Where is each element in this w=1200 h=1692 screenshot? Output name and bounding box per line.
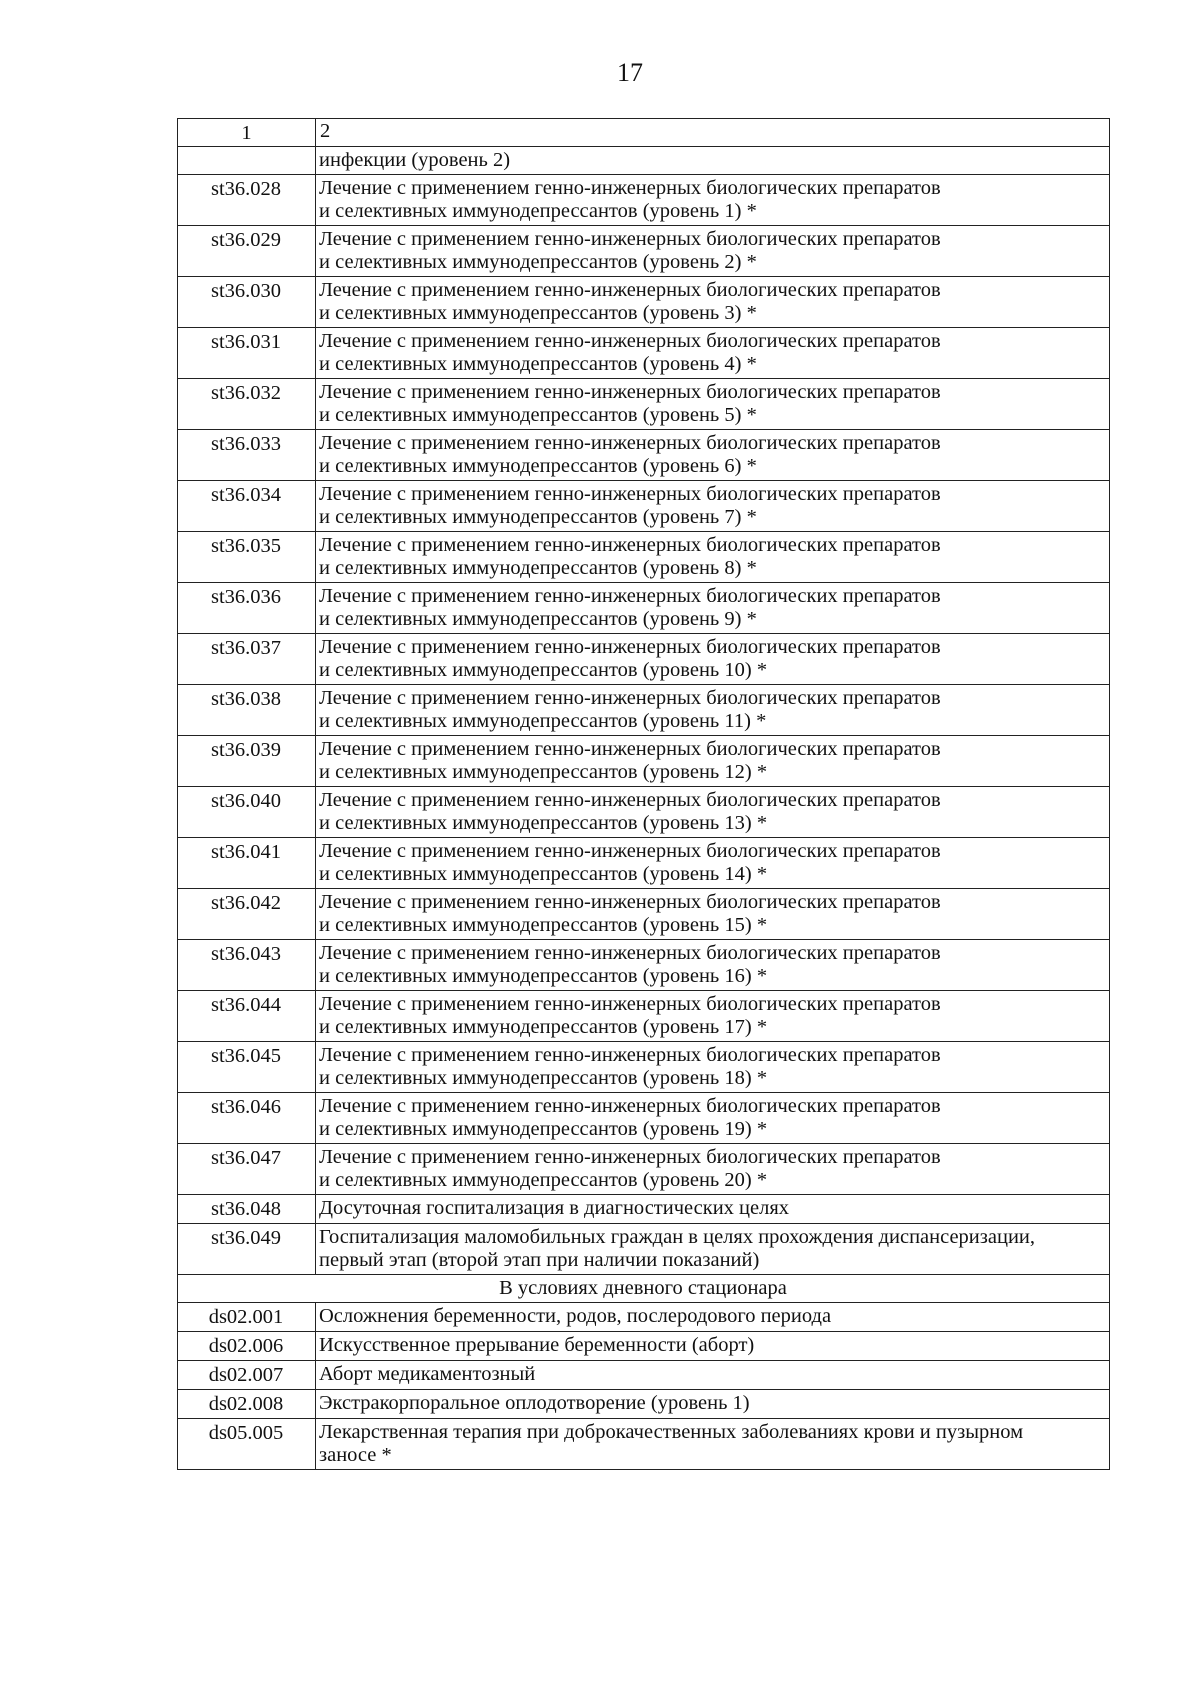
table-header-row — [178, 119, 1110, 147]
row-code: st36.043 — [178, 940, 316, 991]
row-code: st36.048 — [178, 1195, 316, 1224]
row-code: st36.037 — [178, 634, 316, 685]
description-line: и селективных иммунодепрессантов (уровень 13) * — [319, 812, 768, 834]
table-row — [178, 175, 1110, 226]
header-col-1: 1 — [178, 119, 316, 147]
description-line: Лечение с применением генно-инженерных биологических препаратов — [319, 534, 941, 556]
description-line: и селективных иммунодепрессантов (уровень 17) * — [319, 1016, 768, 1038]
row-description: Искусственное прерывание беременности (аборт) — [316, 1332, 1110, 1361]
row-description: Аборт медикаментозный — [316, 1361, 1110, 1390]
row-code: st36.030 — [178, 277, 316, 328]
row-description: Экстракорпоральное оплодотворение (уровень 1) — [316, 1390, 1110, 1419]
description-line: и селективных иммунодепрессантов (уровень 4) * — [319, 353, 757, 375]
table-row — [178, 328, 1110, 379]
row-description: инфекции (уровень 2) — [316, 147, 1110, 175]
row-code: st36.039 — [178, 736, 316, 787]
description-line: и селективных иммунодепрессантов (уровень 15) * — [319, 914, 768, 936]
table-row — [178, 1224, 1110, 1275]
row-code: st36.031 — [178, 328, 316, 379]
description-line: Лечение с применением генно-инженерных биологических препаратов — [319, 330, 941, 352]
description-line: Лечение с применением генно-инженерных биологических препаратов — [319, 483, 941, 505]
table-row — [178, 226, 1110, 277]
row-code: st36.044 — [178, 991, 316, 1042]
description-line: и селективных иммунодепрессантов (уровень 11) * — [319, 710, 767, 732]
row-code: st36.038 — [178, 685, 316, 736]
row-code: st36.046 — [178, 1093, 316, 1144]
description-line: Лечение с применением генно-инженерных биологических препаратов — [319, 891, 941, 913]
table-row — [178, 685, 1110, 736]
header-col-2: 2 — [316, 119, 1110, 147]
classification-table — [177, 118, 1110, 1470]
description-line: первый этап (второй этап при наличии показаний) — [319, 1249, 760, 1271]
description-line: и селективных иммунодепрессантов (уровень 19) * — [319, 1118, 768, 1140]
row-code: st36.045 — [178, 1042, 316, 1093]
table-row — [178, 1419, 1110, 1470]
row-code: st36.033 — [178, 430, 316, 481]
description-line: Лечение с применением генно-инженерных биологических препаратов — [319, 942, 941, 964]
row-description — [316, 379, 1110, 430]
table-row — [178, 991, 1110, 1042]
row-description — [316, 1419, 1110, 1470]
row-code: ds02.006 — [178, 1332, 316, 1361]
row-description: Досуточная госпитализация в диагностических целях — [316, 1195, 1110, 1224]
description-line: Лечение с применением генно-инженерных биологических препаратов — [319, 585, 941, 607]
table-row — [178, 277, 1110, 328]
row-description — [316, 226, 1110, 277]
description-line: и селективных иммунодепрессантов (уровень 10) * — [319, 659, 768, 681]
table-row — [178, 481, 1110, 532]
table-row — [178, 379, 1110, 430]
row-code: ds05.005 — [178, 1419, 316, 1470]
description-line: и селективных иммунодепрессантов (уровень 18) * — [319, 1067, 768, 1089]
row-description — [316, 328, 1110, 379]
row-description — [316, 736, 1110, 787]
row-code: st36.042 — [178, 889, 316, 940]
description-line: и селективных иммунодепрессантов (уровень 12) * — [319, 761, 768, 783]
description-line: Лечение с применением генно-инженерных биологических препаратов — [319, 1146, 941, 1168]
row-description — [316, 787, 1110, 838]
table-row — [178, 838, 1110, 889]
description-line: Лечение с применением генно-инженерных биологических препаратов — [319, 1044, 941, 1066]
table-row — [178, 1093, 1110, 1144]
row-description — [316, 685, 1110, 736]
description-line: и селективных иммунодепрессантов (уровень 16) * — [319, 965, 768, 987]
description-line: и селективных иммунодепрессантов (уровень 2) * — [319, 251, 757, 273]
row-code: ds02.007 — [178, 1361, 316, 1390]
description-line: и селективных иммунодепрессантов (уровень 6) * — [319, 455, 757, 477]
row-description — [316, 1224, 1110, 1275]
section-title: В условиях дневного стационара — [178, 1275, 1110, 1303]
description-line: Лечение с применением генно-инженерных биологических препаратов — [319, 432, 941, 454]
row-description — [316, 1093, 1110, 1144]
table-row — [178, 1195, 1110, 1224]
description-line: Госпитализация маломобильных граждан в целях прохождения диспансеризации, — [319, 1226, 1036, 1248]
description-line: Лечение с применением генно-инженерных биологических препаратов — [319, 687, 941, 709]
description-line: Лечение с применением генно-инженерных биологических препаратов — [319, 789, 941, 811]
table-row — [178, 1144, 1110, 1195]
table-row — [178, 583, 1110, 634]
table-row — [178, 1042, 1110, 1093]
row-description — [316, 991, 1110, 1042]
description-line: Лечение с применением генно-инженерных биологических препаратов — [319, 636, 941, 658]
row-description — [316, 1042, 1110, 1093]
row-description: Осложнения беременности, родов, послеродового периода — [316, 1303, 1110, 1332]
row-code: st36.041 — [178, 838, 316, 889]
description-line: и селективных иммунодепрессантов (уровень 1) * — [319, 200, 757, 222]
description-line: Лечение с применением генно-инженерных биологических препаратов — [319, 1095, 941, 1117]
row-description — [316, 838, 1110, 889]
description-line: и селективных иммунодепрессантов (уровень 20) * — [319, 1169, 768, 1191]
row-description — [316, 175, 1110, 226]
section-row — [178, 1275, 1110, 1303]
page-number: 17 — [617, 58, 643, 87]
description-line: Лечение с применением генно-инженерных биологических препаратов — [319, 228, 941, 250]
table-row — [178, 889, 1110, 940]
table-row — [178, 1303, 1110, 1332]
table-row — [178, 430, 1110, 481]
row-description — [316, 430, 1110, 481]
description-line: и селективных иммунодепрессантов (уровень 8) * — [319, 557, 757, 579]
description-line: и селективных иммунодепрессантов (уровень 3) * — [319, 302, 757, 324]
description-line: Лечение с применением генно-инженерных биологических препаратов — [319, 177, 941, 199]
row-code: st36.049 — [178, 1224, 316, 1275]
table-row — [178, 1361, 1110, 1390]
table-row — [178, 532, 1110, 583]
row-description — [316, 277, 1110, 328]
row-code: ds02.008 — [178, 1390, 316, 1419]
row-description — [316, 1144, 1110, 1195]
row-code: st36.029 — [178, 226, 316, 277]
row-code: ds02.001 — [178, 1303, 316, 1332]
description-line: Лечение с применением генно-инженерных биологических препаратов — [319, 738, 941, 760]
row-code: st36.028 — [178, 175, 316, 226]
row-code: st36.047 — [178, 1144, 316, 1195]
table-row — [178, 787, 1110, 838]
description-line: заносе * — [319, 1444, 392, 1466]
table-row — [178, 147, 1110, 175]
row-description — [316, 940, 1110, 991]
description-line: Лекарственная терапия при доброкачественных заболеваниях крови и пузырном — [319, 1421, 1024, 1443]
row-description — [316, 532, 1110, 583]
row-description — [316, 583, 1110, 634]
row-code: st36.034 — [178, 481, 316, 532]
row-code: st36.040 — [178, 787, 316, 838]
row-description — [316, 481, 1110, 532]
row-code — [178, 147, 316, 175]
table-row — [178, 634, 1110, 685]
row-description — [316, 889, 1110, 940]
row-code: st36.035 — [178, 532, 316, 583]
description-line: и селективных иммунодепрессантов (уровень 14) * — [319, 863, 768, 885]
table-row — [178, 736, 1110, 787]
row-description — [316, 634, 1110, 685]
description-line: и селективных иммунодепрессантов (уровень 5) * — [319, 404, 757, 426]
description-line: и селективных иммунодепрессантов (уровень 7) * — [319, 506, 757, 528]
description-line: Лечение с применением генно-инженерных биологических препаратов — [319, 993, 941, 1015]
table-row — [178, 1332, 1110, 1361]
row-code: st36.036 — [178, 583, 316, 634]
table-row — [178, 1390, 1110, 1419]
row-code: st36.032 — [178, 379, 316, 430]
description-line: и селективных иммунодепрессантов (уровень 9) * — [319, 608, 757, 630]
description-line: Лечение с применением генно-инженерных биологических препаратов — [319, 279, 941, 301]
description-line: Лечение с применением генно-инженерных биологических препаратов — [319, 840, 941, 862]
description-line: Лечение с применением генно-инженерных биологических препаратов — [319, 381, 941, 403]
table-row — [178, 940, 1110, 991]
